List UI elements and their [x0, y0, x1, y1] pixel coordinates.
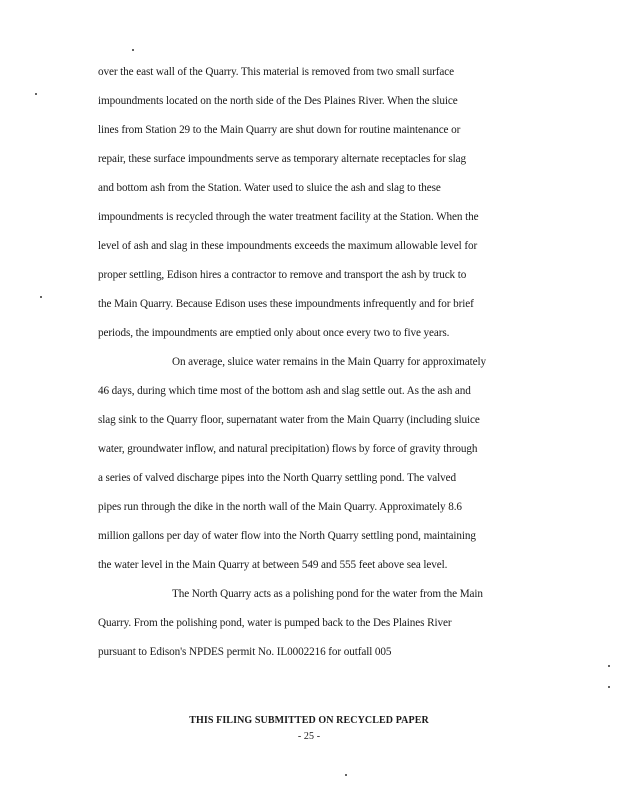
body-line: periods, the impoundments are emptied only about once every two to five years. [98, 327, 450, 339]
body-line: pursuant to Edison's NPDES permit No. IL0002216 for outfall 005 [98, 646, 392, 658]
scan-speck [345, 774, 347, 776]
body-line: pipes run through the dike in the north wall of the Main Quarry. Approximately 8.6 [98, 501, 462, 513]
scan-speck [35, 93, 37, 95]
body-line: proper settling, Edison hires a contractor to remove and transport the ash by truck to [98, 269, 467, 281]
body-line: the Main Quarry. Because Edison uses these impoundments infrequently and for brief [98, 298, 474, 310]
body-line: impoundments is recycled through the water treatment facility at the Station. When the [98, 211, 479, 223]
page-number: - 25 - [297, 731, 321, 742]
scan-speck [608, 665, 610, 667]
body-line: impoundments located on the north side of the Des Plaines River. When the sluice [98, 95, 458, 107]
paragraph-start-line: On average, sluice water remains in the Main Quarry for approximately [172, 356, 486, 368]
body-line: level of ash and slag in these impoundments exceeds the maximum allowable level for [98, 240, 478, 252]
paragraph-start-line: The North Quarry acts as a polishing pond for the water from the Main [172, 588, 483, 600]
scan-speck [40, 296, 42, 298]
scan-speck [132, 49, 134, 51]
body-line: and bottom ash from the Station. Water used to sluice the ash and slag to these [98, 182, 441, 194]
body-line: 46 days, during which time most of the bottom ash and slag settle out. As the ash and [98, 385, 471, 397]
body-line: slag sink to the Quarry floor, supernatant water from the Main Quarry (including sluice [98, 414, 480, 426]
body-line: a series of valved discharge pipes into the North Quarry settling pond. The valved [98, 472, 456, 484]
body-line: lines from Station 29 to the Main Quarry are shut down for routine maintenance or [98, 124, 461, 136]
body-line: repair, these surface impoundments serve as temporary alternate receptacles for slag [98, 153, 466, 165]
body-line: the water level in the Main Quarry at between 549 and 555 feet above sea level. [98, 559, 448, 571]
body-line: million gallons per day of water flow into the North Quarry settling pond, maintaining [98, 530, 476, 542]
body-line: Quarry. From the polishing pond, water is pumped back to the Des Plaines River [98, 617, 452, 629]
body-line: water, groundwater inflow, and natural precipitation) flows by force of gravity through [98, 443, 478, 455]
recycled-paper-notice: THIS FILING SUBMITTED ON RECYCLED PAPER [189, 715, 429, 726]
body-line: over the east wall of the Quarry. This material is removed from two small surface [98, 66, 454, 78]
scan-speck [608, 686, 610, 688]
